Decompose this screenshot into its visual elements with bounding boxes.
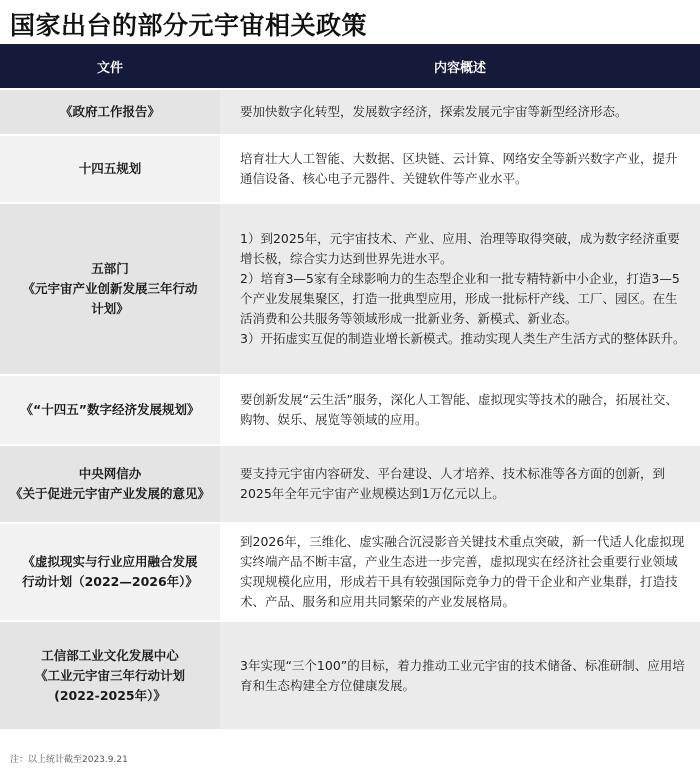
summary-paragraph: 要支持元宇宙内容研发、平台建设、人才培养、技术标准等各方面的创新，到2025年全年元宇宙产业规模达到1万亿元以上。 [240, 466, 666, 501]
table-row [0, 135, 700, 203]
table-row [0, 89, 700, 135]
summary-paragraph: 1）到2025年，元宇宙技术、产业、应用、治理等取得突破，成为数字经济重要增长极，综合实力达到世界先进水平。 [240, 231, 680, 266]
summary-cell [220, 375, 700, 445]
document-cell [0, 621, 220, 729]
table-row [0, 375, 700, 445]
summary-paragraph: 2）培育3—5家有全球影响力的生态型企业和一批专精特新中小企业，打造3—5个产业发展集聚区，打造一批典型应用，形成一批标杆产线、工厂、园区。在生活消费和公共服务等领域形成一批新业务、新模式、新业态。 [240, 271, 680, 326]
table-row [0, 445, 700, 523]
document-name-line: 《“十四五”数字经济发展规划》 [20, 402, 200, 417]
document-cell [0, 375, 220, 445]
document-name-line: 《虚拟现实与行业应用融合发展 [22, 554, 198, 569]
summary-paragraph: 到2026年，三维化、虚实融合沉浸影音关键技术重点突破，新一代适人化虚拟现实终端产品不断丰富，产业生态进一步完善，虚拟现实在经济社会重要行业领域实现规模化应用，形成若干具有较强国际竞争力的骨干企业和产业集群，打造技术、产品、服务和应用共同繁荣的产业发展格局。 [240, 534, 685, 609]
document-name-line: 计划》 [91, 301, 129, 316]
document-name-line: 中央网信办 [78, 466, 142, 481]
header-summary: 内容概述 [220, 44, 700, 89]
summary-cell [220, 135, 700, 203]
table-row [0, 203, 700, 375]
document-name-line: 《关于促进元宇宙产业发展的意见》 [9, 486, 210, 501]
document-cell [0, 523, 220, 621]
document-name-line: (2022-2025年）》 [54, 687, 166, 703]
document-name-line: 十四五规划 [78, 161, 142, 176]
footnote: 注：以上统计截至2023.9.21 [10, 755, 128, 765]
summary-cell [220, 523, 700, 621]
summary-paragraph: 要加快数字化转型，发展数字经济，探索发展元宇宙等新型经济形态。 [240, 104, 628, 119]
table-header-row [0, 44, 700, 89]
table-row [0, 523, 700, 621]
table-row [0, 621, 700, 729]
header-document: 文件 [0, 44, 220, 89]
summary-paragraph: 培育壮大人工智能、大数据、区块链、云计算、网络安全等新兴数字产业，提升通信设备、核心电子元器件、关键软件等产业水平。 [240, 151, 678, 186]
document-name-line: 工信部工业文化发展中心 [41, 647, 179, 663]
document-name-line: 《工业元宇宙三年行动计划 [34, 667, 185, 683]
summary-paragraph: 要创新发展“云生活”服务，深化人工智能、虚拟现实等技术的融合，拓展社交、购物、娱乐、展览等领域的应用。 [240, 392, 678, 427]
page-title: 国家出台的部分元宇宙相关政策 [10, 11, 368, 40]
summary-cell [220, 621, 700, 729]
summary-cell [220, 445, 700, 523]
document-cell [0, 135, 220, 203]
document-cell [0, 445, 220, 523]
policy-table [0, 44, 700, 729]
document-name-line: 行动计划（2022—2026年）》 [22, 574, 198, 589]
summary-cell [220, 89, 700, 135]
summary-cell [220, 203, 700, 375]
document-name-line: 五部门 [91, 261, 129, 276]
document-name-line: 《政府工作报告》 [59, 104, 160, 119]
summary-paragraph: 3）开拓虚实互促的制造业增长新模式。推动实现人类生产生活方式的整体跃升。 [240, 331, 686, 346]
summary-paragraph: 3年实现“三个100”的目标，着力推动工业元宇宙的技术储备、标准研制、应用培育和生态构建全方位健康发展。 [240, 657, 685, 693]
document-cell [0, 89, 220, 135]
document-cell [0, 203, 220, 375]
document-name-line: 《元宇宙产业创新发展三年行动 [22, 281, 198, 296]
